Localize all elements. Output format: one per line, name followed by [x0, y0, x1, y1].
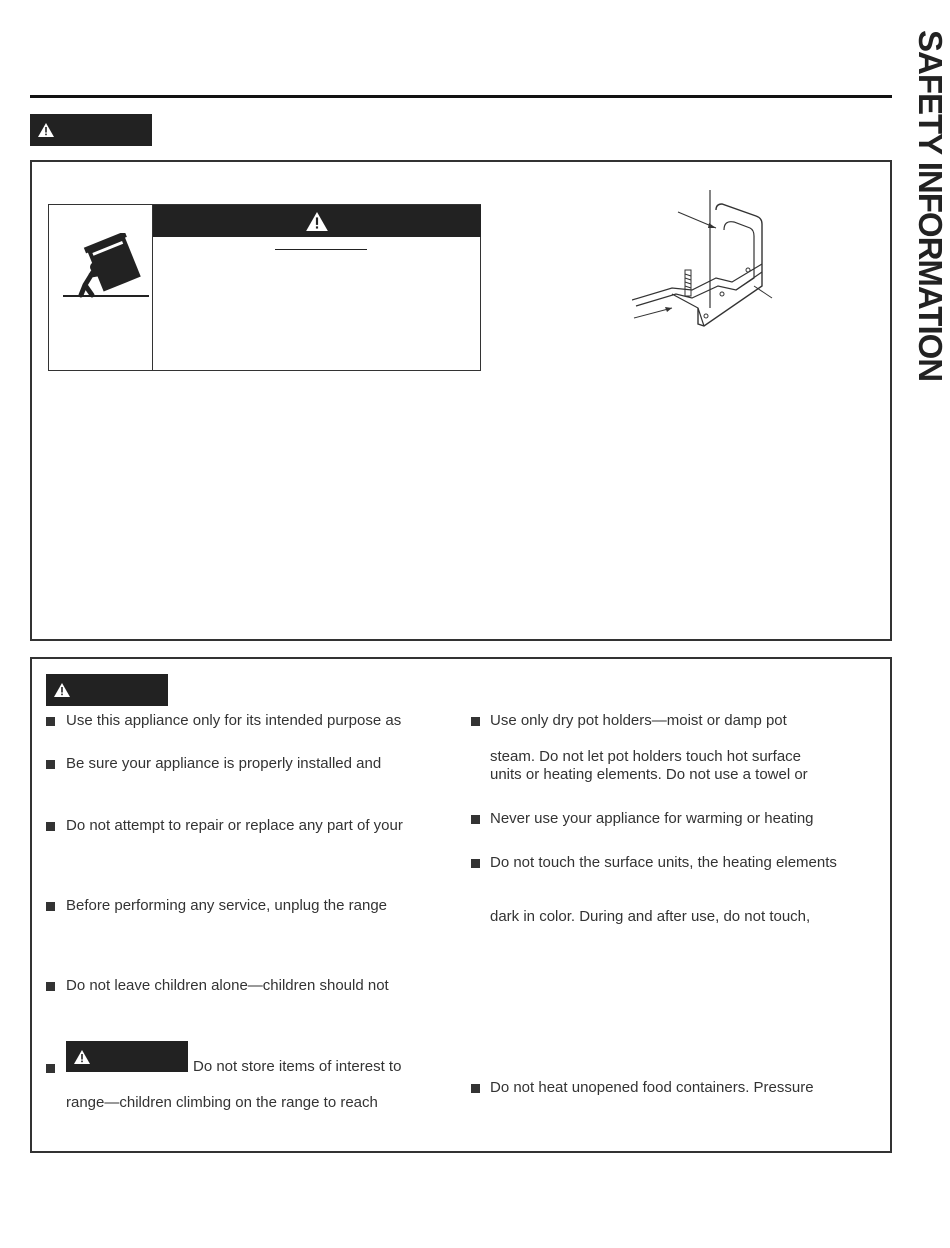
left-item-2: Be sure your appliance is properly installed and	[66, 755, 382, 772]
square-bullet-icon	[46, 717, 55, 726]
right-item-4: Do not heat unopened food containers. Pressure	[490, 1079, 814, 1096]
left-item-4: Before performing any service, unplug the range	[66, 897, 388, 914]
warning-triangle-icon	[74, 1050, 90, 1064]
right-item-2: Never use your appliance for warming or heating	[490, 810, 814, 827]
right-item-3: Do not touch the surface units, the heating elements	[490, 854, 837, 871]
left-item-5: Do not leave children alone—children should not	[66, 977, 389, 994]
warning-label-top	[30, 114, 152, 146]
square-bullet-icon	[46, 760, 55, 769]
square-bullet-icon	[46, 1064, 55, 1073]
right-item-1-line-2: steam. Do not let pot holders touch hot surface	[490, 748, 802, 765]
warning-label-inline	[66, 1041, 188, 1072]
square-bullet-icon	[46, 822, 55, 831]
right-item-1-line-3: units or heating elements. Do not use a towel or	[490, 766, 808, 783]
square-bullet-icon	[471, 1084, 480, 1093]
warning-label-general	[46, 674, 168, 706]
square-bullet-icon	[46, 902, 55, 911]
square-bullet-icon	[471, 859, 480, 868]
header-rule	[30, 95, 892, 98]
side-title-text: SAFETY INFORMATION	[912, 30, 949, 382]
square-bullet-icon	[471, 815, 480, 824]
left-item-3: Do not attempt to repair or replace any part of your	[66, 817, 403, 834]
left-item-1: Use this appliance only for its intended purpose as	[66, 712, 402, 729]
left-item-6-continued: range—children climbing on the range to reach	[66, 1094, 378, 1111]
tip-over-child-icon	[59, 233, 151, 301]
warning-box-underline	[275, 249, 367, 250]
side-title	[912, 30, 948, 410]
warning-triangle-icon	[54, 683, 70, 697]
warning-triangle-icon	[38, 123, 54, 137]
warning-triangle-icon	[306, 212, 328, 231]
left-item-6: Do not store items of interest to	[193, 1058, 402, 1075]
warning-box-header	[153, 205, 481, 237]
right-item-3-line-2: dark in color. During and after use, do not touch,	[490, 908, 811, 925]
anti-tip-bracket-illustration	[632, 190, 774, 335]
tip-over-warning-box	[48, 204, 481, 371]
square-bullet-icon	[471, 717, 480, 726]
right-item-1: Use only dry pot holders—moist or damp pot	[490, 712, 787, 729]
square-bullet-icon	[46, 982, 55, 991]
